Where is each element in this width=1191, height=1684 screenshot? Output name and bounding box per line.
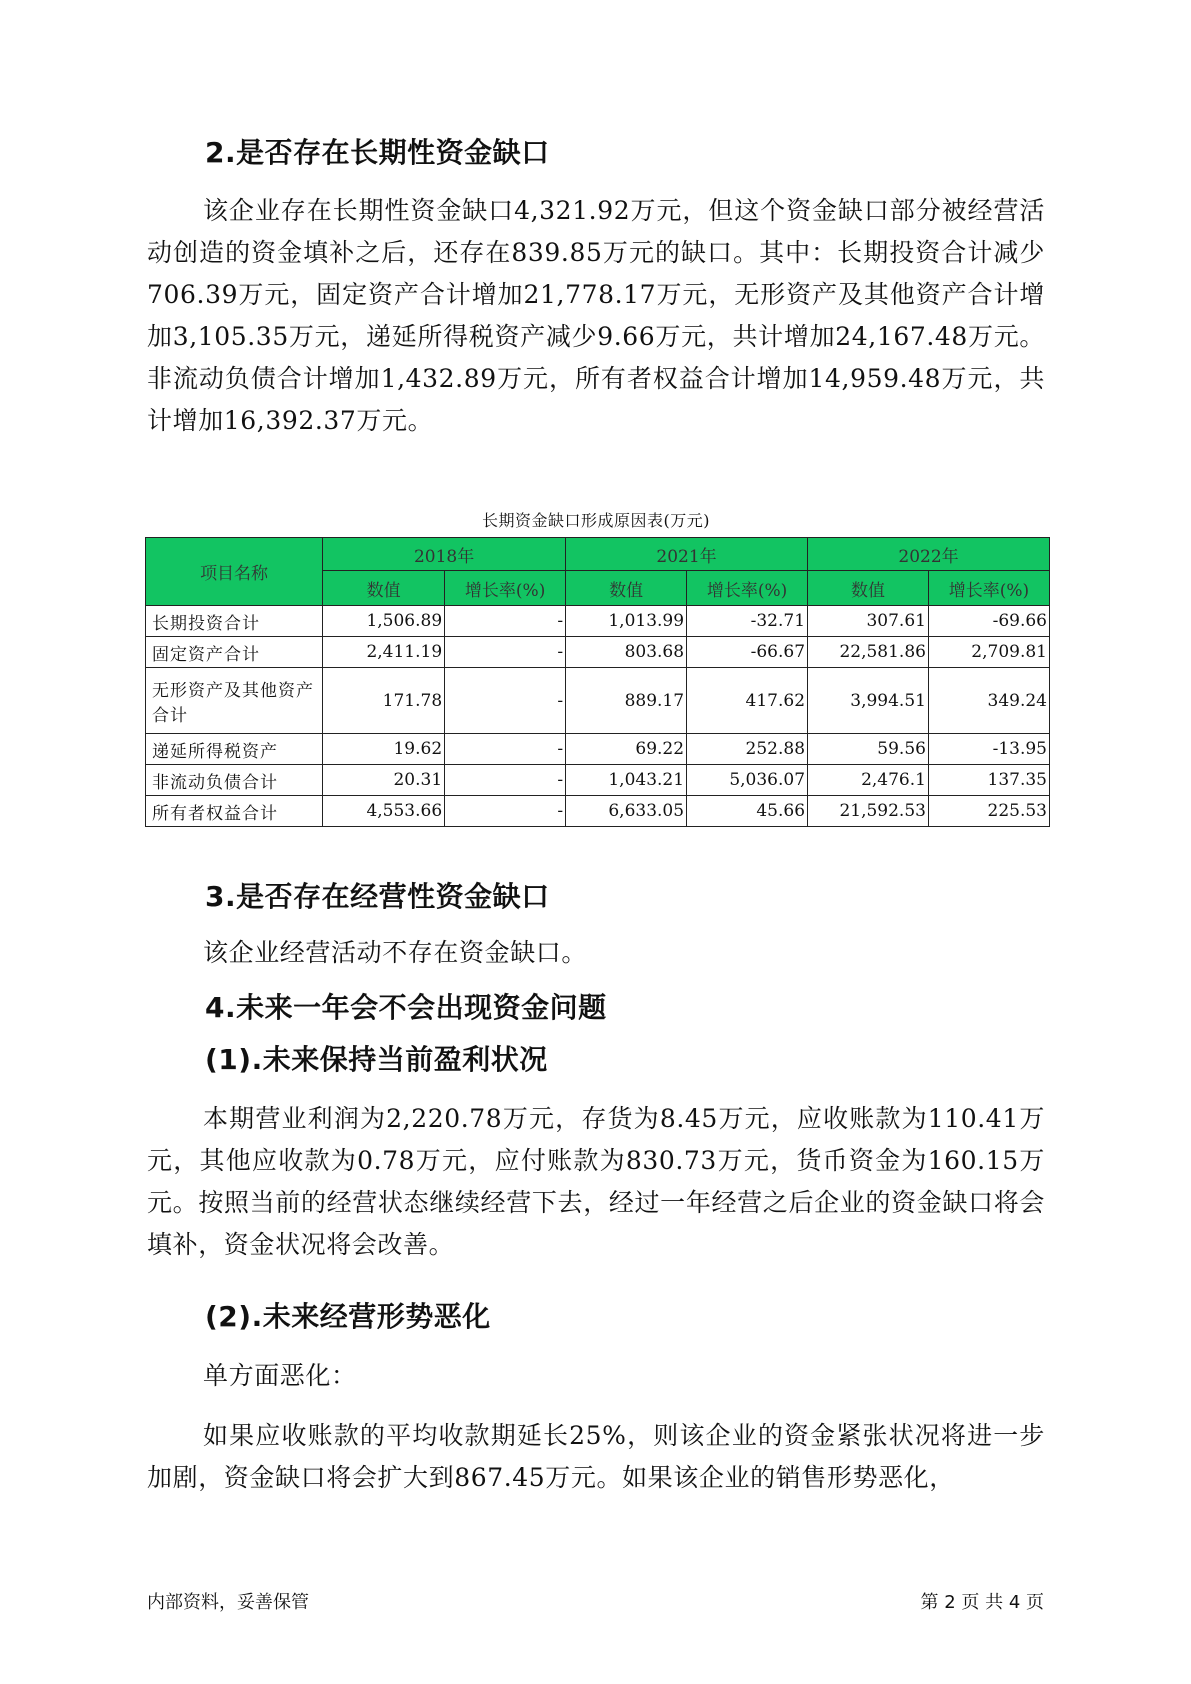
footer-page-number: 第 2 页 共 4 页 xyxy=(920,1592,1044,1613)
value-2021: 1,043.21 xyxy=(566,765,687,796)
value-2018: 171.78 xyxy=(323,668,445,734)
row-name: 长期投资合计 xyxy=(146,606,323,637)
section4-heading: 4.未来一年会不会出现资金问题 xyxy=(205,991,607,1024)
header-year-2018: 2018年 xyxy=(323,538,566,571)
rate-2022: 349.24 xyxy=(928,668,1049,734)
section4-sub1-paragraph: 本期营业利润为2,220.78万元，存货为8.45万元，应收账款为110.41万元，其他应收款为0.78万元，应付账款为830.73万元，货币资金为160.15万元。按照当前的经营状态继续经营下去，经过一年经营之后企业的资金缺口将会填补，资金状况将会改善。 xyxy=(147,1104,1045,1259)
rate-2018: - xyxy=(445,606,566,637)
row-name: 无形资产及其他资产合计 xyxy=(146,668,323,734)
section3-heading: 3.是否存在经营性资金缺口 xyxy=(205,880,550,913)
row-name: 所有者权益合计 xyxy=(146,796,323,827)
value-2022: 3,994.51 xyxy=(808,668,929,734)
value-2022: 2,476.1 xyxy=(808,765,929,796)
row-name: 递延所得税资产 xyxy=(146,734,323,765)
section4-sub1-heading: (1).未来保持当前盈利状况 xyxy=(205,1043,548,1076)
section4-sub2-heading: (2).未来经营形势恶化 xyxy=(205,1300,491,1333)
rate-2022: 2,709.81 xyxy=(928,637,1049,668)
rate-2021: -32.71 xyxy=(687,606,808,637)
table-row xyxy=(146,796,1050,827)
value-2018: 2,411.19 xyxy=(323,637,445,668)
value-2021: 1,013.99 xyxy=(566,606,687,637)
header-rate: 增长率(%) xyxy=(928,571,1049,606)
section2-heading: 2.是否存在长期性资金缺口 xyxy=(205,136,550,169)
section4-sub2-paragraph: 如果应收账款的平均收款期延长25%，则该企业的资金紧张状况将进一步加剧，资金缺口将会扩大到867.45万元。如果该企业的销售形势恶化， xyxy=(147,1421,1045,1492)
rate-2018: - xyxy=(445,668,566,734)
value-2018: 19.62 xyxy=(323,734,445,765)
rate-2021: 5,036.07 xyxy=(687,765,808,796)
value-2021: 6,633.05 xyxy=(566,796,687,827)
rate-2021: 252.88 xyxy=(687,734,808,765)
value-2021: 889.17 xyxy=(566,668,687,734)
rate-2022: -69.66 xyxy=(928,606,1049,637)
header-rate: 增长率(%) xyxy=(445,571,566,606)
value-2022: 59.56 xyxy=(808,734,929,765)
row-name: 固定资产合计 xyxy=(146,637,323,668)
rate-2021: -66.67 xyxy=(687,637,808,668)
table-caption: 长期资金缺口形成原因表(万元) xyxy=(482,511,710,530)
value-2018: 20.31 xyxy=(323,765,445,796)
rate-2022: 225.53 xyxy=(928,796,1049,827)
header-value: 数值 xyxy=(566,571,687,606)
section3-paragraph: 该企业经营活动不存在资金缺口。 xyxy=(203,938,588,967)
header-item-name: 项目名称 xyxy=(146,538,323,606)
rate-2018: - xyxy=(445,637,566,668)
header-value: 数值 xyxy=(323,571,445,606)
value-2022: 307.61 xyxy=(808,606,929,637)
rate-2018: - xyxy=(445,796,566,827)
value-2022: 22,581.86 xyxy=(808,637,929,668)
row-name: 非流动负债合计 xyxy=(146,765,323,796)
header-year-2022: 2022年 xyxy=(808,538,1050,571)
value-2022: 21,592.53 xyxy=(808,796,929,827)
rate-2021: 417.62 xyxy=(687,668,808,734)
header-rate: 增长率(%) xyxy=(687,571,808,606)
table-row xyxy=(146,637,1050,668)
section4-sub2-intro: 单方面恶化： xyxy=(203,1361,357,1390)
rate-2022: 137.35 xyxy=(928,765,1049,796)
value-2021: 69.22 xyxy=(566,734,687,765)
rate-2022: -13.95 xyxy=(928,734,1049,765)
value-2021: 803.68 xyxy=(566,637,687,668)
header-value: 数值 xyxy=(808,571,929,606)
header-year-2021: 2021年 xyxy=(566,538,808,571)
table-row xyxy=(146,765,1050,796)
table-row xyxy=(146,734,1050,765)
rate-2018: - xyxy=(445,734,566,765)
long-term-gap-table xyxy=(145,537,1050,827)
rate-2021: 45.66 xyxy=(687,796,808,827)
section2-paragraph: 该企业存在长期性资金缺口4,321.92万元，但这个资金缺口部分被经营活动创造的资金填补之后，还存在839.85万元的缺口。其中：长期投资合计减少706.39万元，固定资产合计增加21,778.17万元，无形资产及其他资产合计增加3,105.35万元，递延所得税资产减少9.66万元，共计增加24,167.48万元。非流动负债合计增加1,432.89万元，所有者权益合计增加14,959.48万元，共计增加16,392.37万元。 xyxy=(147,196,1045,435)
table-row xyxy=(146,606,1050,637)
rate-2018: - xyxy=(445,765,566,796)
value-2018: 4,553.66 xyxy=(323,796,445,827)
table-row xyxy=(146,668,1050,734)
value-2018: 1,506.89 xyxy=(323,606,445,637)
footer-confidential-note: 内部资料，妥善保管 xyxy=(147,1592,309,1613)
